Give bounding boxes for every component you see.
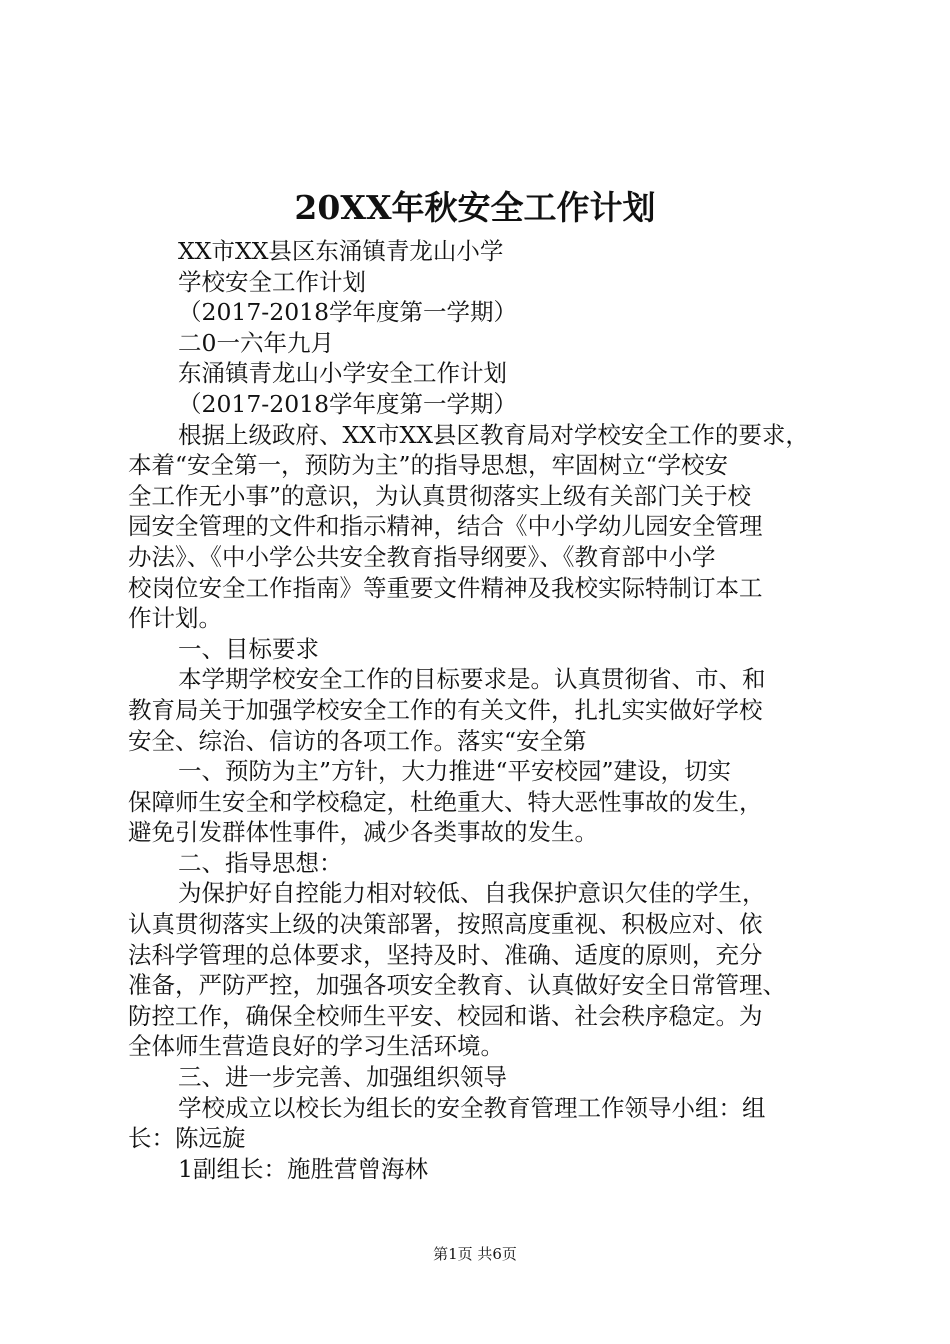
body-line: 避免引发群体性事件，减少各类事故的发生。 bbox=[128, 818, 598, 847]
body-line: 法科学管理的总体要求，坚持及时、准确、适度的原则，充分 bbox=[128, 940, 763, 969]
body-line: 为保护好自控能力相对较低、自我保护意识欠佳的学生， bbox=[178, 879, 766, 908]
document-title: 20XX年秋安全工作计划 bbox=[294, 188, 656, 227]
page-footer: 第1页 共6页 bbox=[433, 1245, 517, 1263]
body-line: 1副组长：施胜营曾海林 bbox=[178, 1154, 428, 1183]
body-line: XX市XX县区东涌镇青龙山小学 bbox=[178, 237, 504, 265]
body-line: （2017-2018学年度第一学期） bbox=[178, 389, 518, 418]
body-line: 长：陈远旋 bbox=[128, 1124, 246, 1153]
body-line: 安全、综治、信访的各项工作。落实“安全第 bbox=[128, 726, 587, 755]
body-line: 认真贯彻落实上级的决策部署，按照高度重视、积极应对、依 bbox=[128, 910, 763, 939]
body-line: 学校安全工作计划 bbox=[178, 267, 366, 296]
body-line: 二0一六年九月 bbox=[178, 328, 334, 357]
body-line: 全工作无小事”的意识，为认真贯彻落实上级有关部门关于校 bbox=[128, 481, 752, 510]
body-line: 本学期学校安全工作的目标要求是。认真贯彻省、市、和 bbox=[178, 665, 766, 694]
body-line: 全体师生营造良好的学习生活环境。 bbox=[128, 1032, 504, 1061]
body-line: 校岗位安全工作指南》等重要文件精神及我校实际特制订本工 bbox=[128, 573, 763, 602]
body-line: 二、指导思想： bbox=[178, 848, 343, 877]
body-line: 办法》、《中小学公共安全教育指导纲要》、《教育部中小学 bbox=[128, 542, 716, 571]
body-line: 一、预防为主”方针，大力推进“平安校园”建设，切实 bbox=[178, 757, 732, 786]
body-line: 保障师生安全和学校稳定，杜绝重大、特大恶性事故的发生， bbox=[128, 787, 763, 816]
body-line: 学校成立以校长为组长的安全教育管理工作领导小组：组 bbox=[178, 1093, 766, 1122]
body-line: 园安全管理的文件和指示精神，结合《中小学幼儿园安全管理 bbox=[128, 512, 763, 541]
body-line: （2017-2018学年度第一学期） bbox=[178, 298, 518, 327]
document-body bbox=[128, 236, 840, 1184]
body-line: 东涌镇青龙山小学安全工作计划 bbox=[178, 359, 507, 388]
body-line: 防控工作，确保全校师生平安、校园和谐、社会秩序稳定。为 bbox=[128, 1001, 763, 1030]
body-line: 根据上级政府、XX市XX县区教育局对学校安全工作的要求， bbox=[178, 420, 809, 449]
body-line: 准备，严防严控，加强各项安全教育、认真做好安全日常管理、 bbox=[128, 971, 786, 1000]
body-line: 本着“安全第一，预防为主”的指导思想，牢固树立“学校安 bbox=[128, 451, 729, 480]
body-line: 作计划。 bbox=[128, 604, 222, 633]
body-line: 教育局关于加强学校安全工作的有关文件，扎扎实实做好学校 bbox=[128, 695, 763, 724]
body-line: 一、目标要求 bbox=[178, 634, 319, 663]
body-line: 三、进一步完善、加强组织领导 bbox=[178, 1063, 507, 1092]
